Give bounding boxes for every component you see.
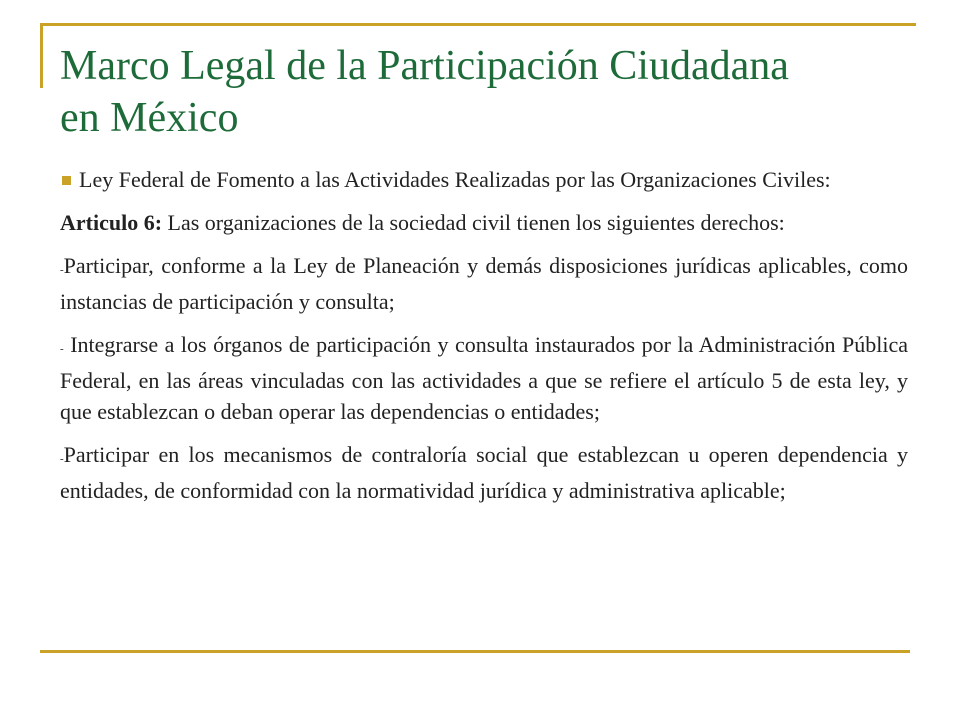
bottom-frame-line — [40, 650, 910, 653]
article-label: Articulo 6: — [60, 210, 163, 235]
right-item-2-text: Integrarse a los órganos de participación y consulta instaurados por la Administración Pública Federal, en las áreas vinculadas con las actividades a que se refiere el artículo 5 de esta ley, y que establezcan o deban operar las dependencias o entidades; — [60, 332, 908, 424]
bullet-paragraph — [60, 164, 908, 195]
title-line-2: en México — [60, 95, 239, 141]
right-item-2 — [60, 329, 908, 427]
right-item-3 — [60, 439, 908, 506]
title-line-1: Marco Legal de la Participación Ciudadana — [60, 43, 789, 89]
top-frame-line — [40, 23, 916, 26]
dash-marker: - — [60, 453, 64, 465]
slide-body — [60, 164, 908, 518]
dash-marker: - — [60, 264, 64, 276]
article-paragraph — [60, 207, 908, 238]
article-text: Las organizaciones de la sociedad civil tienen los siguientes derechos: — [162, 210, 785, 235]
right-item-3-text: Participar en los mecanismos de contraloría social que establezcan u operen dependencia y entidades, de conformidad con la normatividad jurídica y administrativa aplicable; — [60, 442, 908, 503]
slide-title — [60, 40, 920, 144]
left-frame-line — [40, 23, 43, 88]
right-item-1-text: Participar, conforme a la Ley de Planeación y demás disposiciones jurídicas aplicables, como instancias de participación y consulta; — [60, 253, 908, 314]
law-name-text: Ley Federal de Fomento a las Actividades Realizadas por las Organizaciones Civiles: — [79, 167, 831, 192]
dash-marker: - — [60, 343, 64, 355]
right-item-1 — [60, 250, 908, 317]
square-bullet-icon — [62, 176, 71, 185]
